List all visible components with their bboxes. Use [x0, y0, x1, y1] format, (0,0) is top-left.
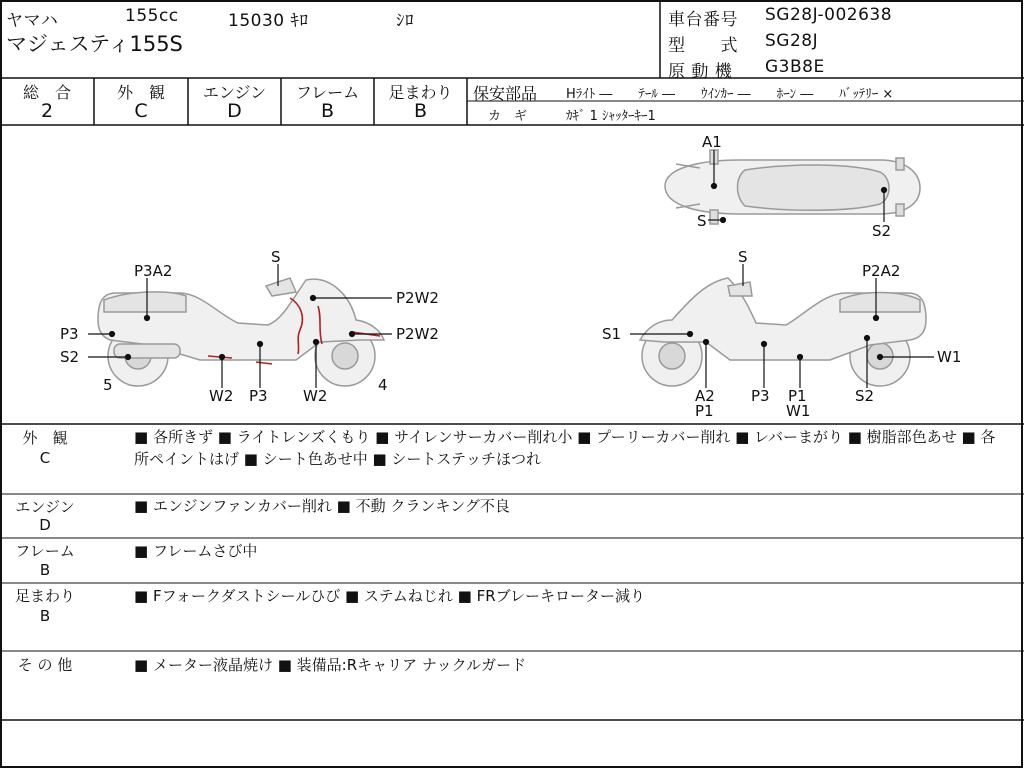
label-right-p3: P3 [751, 387, 770, 405]
comment-exterior-text: ■ 各所きず ■ ライトレンズくもり ■ サイレンサーカバー削れ小 ■ プーリーカバー削れ ■ レバーまがり ■ 樹脂部色あせ ■ 各所ペイントはげ ■ シート色あせ中 ■ シートステッチほつれ [134, 428, 996, 468]
mileage: 15030 ｷﾛ [228, 11, 309, 31]
key-label: カ ギ [488, 109, 528, 124]
model-name: マジェスティ155S [6, 32, 183, 56]
label-left-w2-a: W2 [209, 387, 234, 405]
label-right-w1-b: W1 [786, 402, 811, 420]
type-value: SG28J [765, 31, 819, 51]
label-left-s2: S2 [60, 348, 80, 366]
label-left-p3-bottom: P3 [249, 387, 268, 405]
scooter-right-side-view [640, 278, 926, 386]
grade-engine-label: エンジン [202, 83, 267, 102]
label-left-number-5: 5 [103, 376, 113, 394]
color: ｼﾛ [396, 11, 414, 31]
comment-other-text: ■ メーター液晶焼け ■ 装備品:Rキャリア ナックルガード [134, 656, 527, 674]
grade-exterior-label: 外 観 [116, 83, 165, 102]
comment-suspension-text: ■ Fフォークダストシールひび ■ ステムねじれ ■ FRブレーキローター減り [134, 587, 646, 605]
key-value: ｶｷﾞ 1 ｼｬｯﾀｰｷｰ1 [566, 109, 656, 124]
label-right-s1: S1 [602, 325, 622, 343]
label-left-number-4: 4 [378, 376, 388, 394]
comment-exterior-grade: C [39, 449, 51, 467]
label-left-p3-side: P3 [60, 325, 79, 343]
grade-frame-label: フレーム [295, 83, 360, 102]
label-left-p3a2: P3A2 [134, 262, 173, 280]
comment-engine-text: ■ エンジンファンカバー削れ ■ 不動 クランキング不良 [134, 497, 510, 515]
grade-exterior-value: C [134, 100, 148, 122]
maker: ヤマハ [6, 11, 59, 31]
comment-other-category: そ の 他 [17, 656, 73, 674]
comment-frame-grade: B [39, 561, 51, 579]
label-top-s: S [697, 212, 707, 230]
comment-frame-category: フレーム [15, 542, 75, 560]
grade-suspension-label: 足まわり [388, 83, 453, 102]
comment-suspension-category: 足まわり [14, 587, 75, 605]
label-left-p2w2-lower: P2W2 [396, 325, 439, 343]
comment-suspension-grade: B [39, 607, 51, 625]
comment-engine-category: エンジン [15, 498, 75, 516]
grade-frame-value: B [320, 100, 335, 122]
scooter-left-side-view [98, 278, 384, 386]
grade-suspension-value: B [413, 100, 428, 122]
label-right-w1-side: W1 [937, 348, 962, 366]
label-left-p2w2-upper: P2W2 [396, 289, 439, 307]
frame-no: SG28J-002638 [765, 5, 893, 25]
displacement: 155cc [125, 6, 179, 26]
label-right-s2: S2 [855, 387, 875, 405]
comment-engine-grade: D [39, 516, 51, 534]
engine-value: G3B8E [765, 57, 825, 77]
grade-overall-value: 2 [40, 100, 54, 122]
engine-label: 原 動 機 [668, 62, 733, 82]
label-left-w2-b: W2 [303, 387, 328, 405]
label-top-a1: A1 [702, 133, 722, 151]
frame-no-label: 車台番号 [668, 10, 738, 30]
label-top-s2: S2 [872, 222, 892, 240]
label-right-s: S [738, 248, 748, 266]
type-label: 型 式 [668, 36, 738, 56]
comment-frame-text: ■ フレームさび中 [134, 542, 258, 560]
label-right-p2a2: P2A2 [862, 262, 901, 280]
label-left-s: S [271, 248, 281, 266]
label-right-a2: A2 [695, 387, 715, 405]
safety-parts-items: Hﾗｲﾄ ― ﾃｰﾙ ― ｳｲﾝｶｰ ― ﾎｰﾝ ― ﾊﾞｯﾃﾘｰ × [566, 87, 894, 102]
label-right-p1-a: P1 [695, 402, 714, 420]
comment-exterior-category: 外 観 [22, 429, 68, 447]
safety-parts-label: 保安部品 [473, 84, 538, 103]
grade-overall-label: 総 合 [22, 83, 71, 102]
grade-engine-value: D [227, 100, 242, 122]
label-right-p1-b: P1 [788, 387, 807, 405]
